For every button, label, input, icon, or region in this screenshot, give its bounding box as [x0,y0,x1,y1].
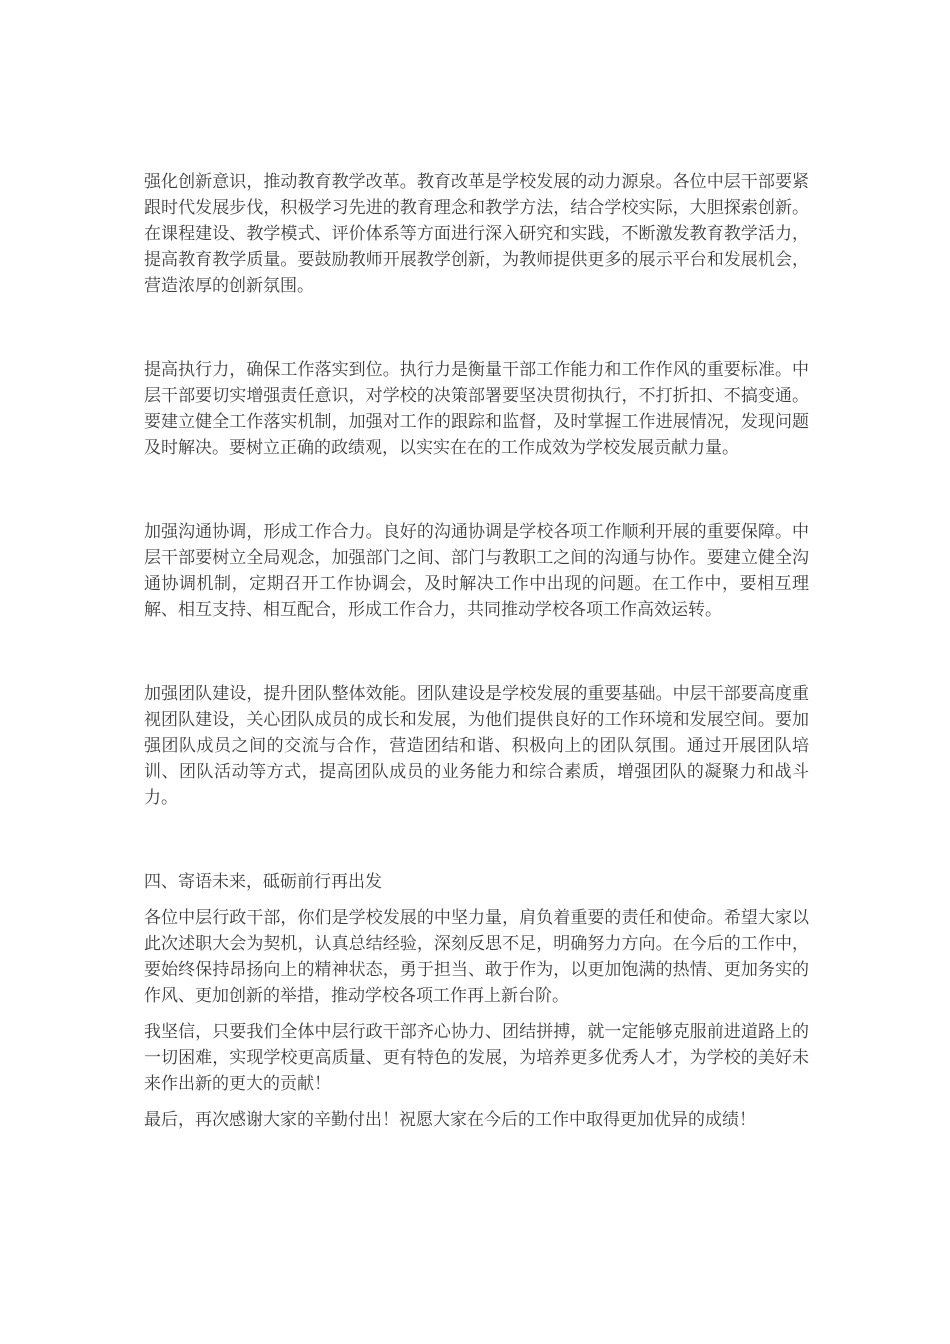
paragraph-belief: 我坚信，只要我们全体中层行政干部齐心协力、团结拼搏，就一定能够克服前进道路上的一切困难，实现学校更高质量、更有特色的发展，为培养更多优秀人才，为学校的美好未来作出新的更大的贡献！ [144,1022,809,1094]
paragraph-spacer [144,623,809,681]
paragraph-team-building: 加强团队建设，提升团队整体效能。团队建设是学校发展的重要基础。中层干部要高度重视团队建设，关心团队成员的成长和发展，为他们提供良好的工作环境和发展空间。要加强团队成员之间的交流与合作，营造团结和谐、积极向上的团队氛围。通过开展团队培训、团队活动等方式，提高团队成员的业务能力和综合素质，增强团队的凝聚力和战斗力。 [144,684,809,808]
paragraph-closing: 最后，再次感谢大家的辛勤付出！祝愿大家在今后的工作中取得更加优异的成绩！ [144,1110,756,1130]
paragraph-innovation: 强化创新意识，推动教育教学改革。教育改革是学校发展的动力源泉。各位中层干部要紧跟时代发展步伐，积极学习先进的教育理念和教学方法，结合学校实际，大胆探索创新。在课程建设、教学模式、评价体系等方面进行深入研究和实践，不断激发教育教学活力，提高教育教学质量。要鼓励教师开展教学创新，为教师提供更多的展示平台和发展机会，营造浓厚的创新氛围。 [144,172,809,296]
paragraph-spacer [144,299,809,357]
paragraph-spacer [144,895,809,905]
paragraph-communication: 加强沟通协调，形成工作合力。良好的沟通协调是学校各项工作顺利开展的重要保障。中层干部要树立全局观念，加强部门之间、部门与教职工之间的沟通与协作。要建立健全沟通协调机制，定期召开工作协调会，及时解决工作中出现的问题。在工作中，要相互理解、相互支持、相互配合，形成工作合力，共同推动学校各项工作高效运转。 [144,522,809,620]
paragraph-spacer [144,1097,809,1107]
section-heading: 四、寄语未来，砥砺前行再出发 [144,872,382,892]
paragraph-future-message: 各位中层行政干部，你们是学校发展的中坚力量，肩负着重要的责任和使命。希望大家以此次述职大会为契机，认真总结经验，深刻反思不足，明确努力方向。在今后的工作中，要始终保持昂扬向上的精神状态，勇于担当、敢于作为，以更加饱满的热情、更加务实的作风、更加创新的举措，推动学校各项工作再上新台阶。 [144,908,809,1006]
document-page [144,169,809,1133]
paragraph-spacer [144,461,809,519]
paragraph-spacer [144,811,809,869]
paragraph-execution: 提高执行力，确保工作落实到位。执行力是衡量干部工作能力和工作作风的重要标准。中层干部要切实增强责任意识，对学校的决策部署要坚决贯彻执行，不打折扣、不搞变通。要建立健全工作落实机制，加强对工作的跟踪和监督，及时掌握工作进展情况，发现问题及时解决。要树立正确的政绩观，以实实在在的工作成效为学校发展贡献力量。 [144,360,809,458]
paragraph-spacer [144,1009,809,1019]
